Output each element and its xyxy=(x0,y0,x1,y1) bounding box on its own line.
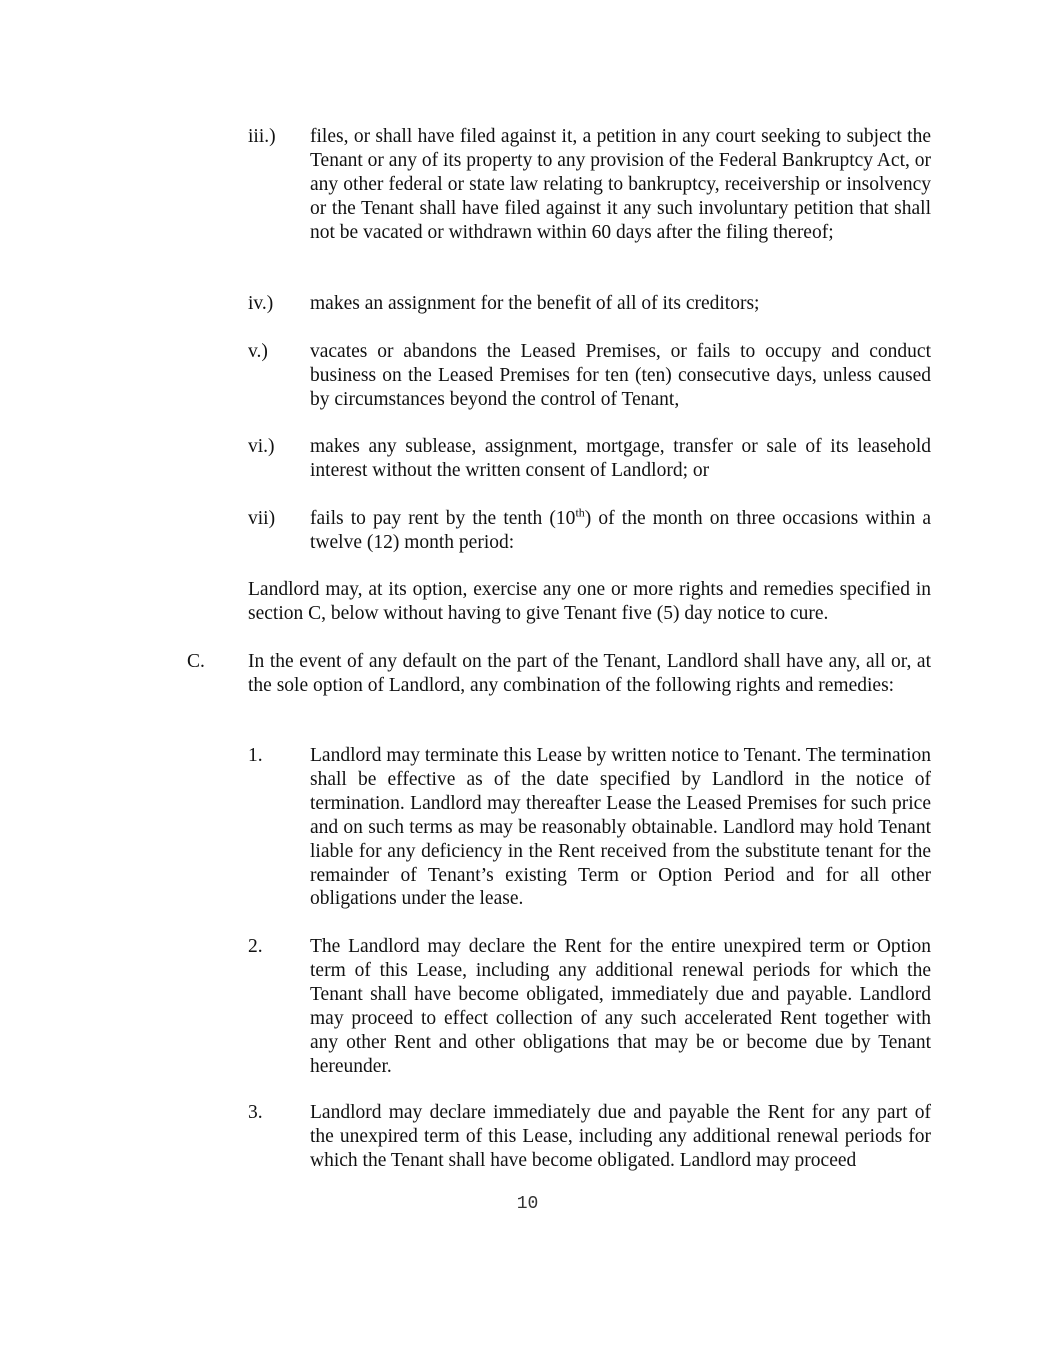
page-number: 10 xyxy=(516,1194,539,1214)
superscript: th xyxy=(575,505,585,520)
list-label: v.) xyxy=(248,341,268,362)
list-text: vacates or abandons the Leased Premises, or fails to occupy and conduct business on the Leased Premises for ten (ten) consecutive days, unless caused by circumstances beyond the control of Tenant, xyxy=(310,341,931,410)
section-label: C. xyxy=(187,651,205,672)
list-text-part: fails to pay rent by the tenth (10 xyxy=(310,508,576,529)
list-label: vi.) xyxy=(248,436,275,457)
list-text: files, or shall have filed against it, a petition in any court seeking to subject the Tenant or any of its property to any provision of the Federal Bankruptcy Act, or any other federal or state law relating to bankruptcy, receivership or insolvency or the Tenant shall have filed against it any such involuntary petition that shall not be vacated or withdrawn within 60 days after the filing thereof; xyxy=(310,126,931,243)
list-label: 2. xyxy=(248,936,263,957)
section-text: In the event of any default on the part of the Tenant, Landlord shall have any, all or, at the sole option of Landlord, any combination of the following rights and remedies: xyxy=(248,651,931,696)
list-text: makes an assignment for the benefit of all of its creditors; xyxy=(310,293,760,314)
list-label: vii) xyxy=(248,508,276,529)
list-text: makes any sublease, assignment, mortgage, transfer or sale of its leasehold interest without the written consent of Landlord; or xyxy=(310,436,931,481)
list-text: Landlord may declare immediately due and payable the Rent for any part of the unexpired term of this Lease, including any additional renewal periods for which the Tenant shall have become obligated. Landlord may proceed xyxy=(310,1102,931,1171)
list-label: iv.) xyxy=(248,293,274,314)
list-text-part: ) of the month on three occasions within a twelve (12) month period: xyxy=(310,508,931,553)
list-label: 1. xyxy=(248,745,263,766)
list-label: 3. xyxy=(248,1102,263,1123)
list-text: Landlord may terminate this Lease by written notice to Tenant. The termination shall be effective as of the date specified by Landlord in the notice of termination. Landlord may thereafter Lease the Leased Premises for such price and on such terms as may be reasonably obtainable. Landlord may hold Tenant liable for any deficiency in the Rent received from the substitute tenant for the remainder of Tenant’s existing Term or Option Period and for all other obligations under the lease. xyxy=(310,745,931,910)
list-label: iii.) xyxy=(248,126,276,147)
closing-paragraph: Landlord may, at its option, exercise any one or more rights and remedies specified in section C, below without having to give Tenant five (5) day notice to cure. xyxy=(248,579,931,624)
list-text: The Landlord may declare the Rent for the entire unexpired term or Option term of this Lease, including any additional renewal periods for which the Tenant shall have become obligated, immediately due and payable. Landlord may proceed to effect collection of any such accelerated Rent together with any other Rent and other obligations that may be or become due by Tenant hereunder. xyxy=(310,936,931,1077)
list-text xyxy=(310,507,931,555)
